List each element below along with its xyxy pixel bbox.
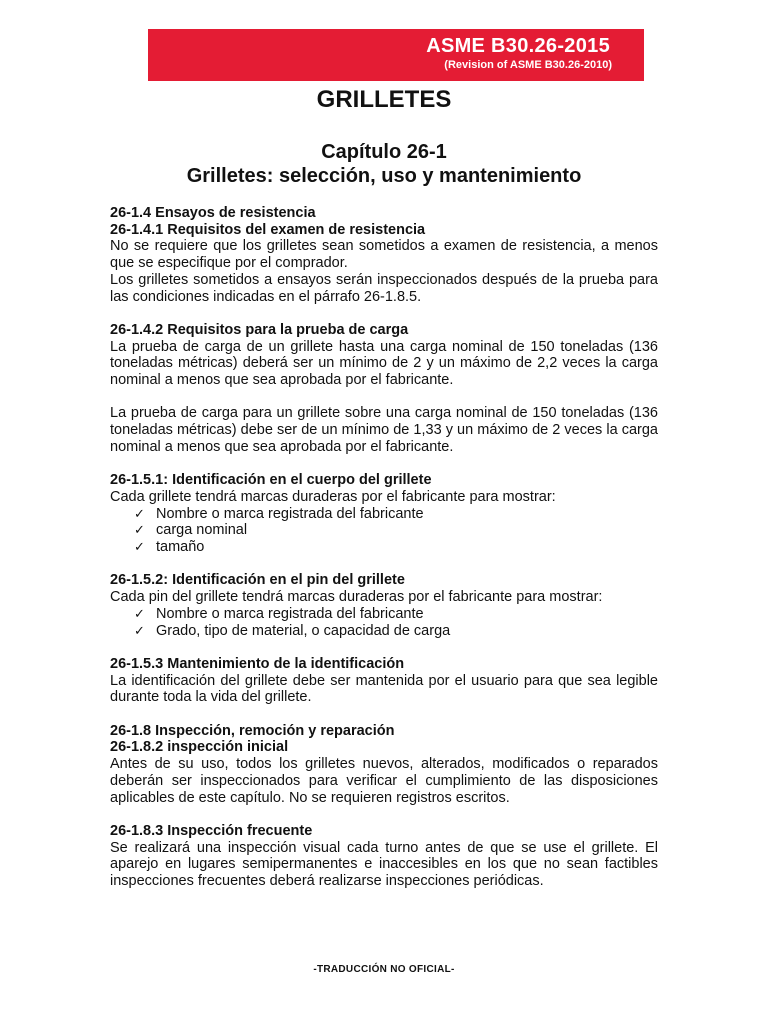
- section-heading: 26-1.5.1: Identificación en el cuerpo del grillete: [110, 472, 432, 489]
- chapter-number: Capítulo 26-1: [321, 141, 447, 163]
- banner-subtitle: (Revision of ASME B30.26-2010): [444, 59, 612, 71]
- check-list-item: [134, 606, 658, 623]
- paragraph: Los grilletes sometidos a ensayos serán inspeccionados después de la prueba para las condiciones indicadas en el párrafo 26-1.8.5.: [110, 271, 658, 305]
- check-list-item-text: Nombre o marca registrada del fabricante: [156, 505, 424, 522]
- section-heading: 26-1.4 Ensayos de resistencia: [110, 205, 316, 221]
- section-heading: 26-1.8.3 Inspección frecuente: [110, 822, 313, 839]
- check-list-item: [134, 539, 658, 556]
- footer-disclaimer: -TRADUCCIÓN NO OFICIAL-: [313, 964, 455, 975]
- check-icon: ✓: [134, 522, 145, 538]
- section-heading: 26-1.4.2 Requisitos para la prueba de carga: [110, 321, 409, 338]
- paragraph: Cada grillete tendrá marcas duraderas por el fabricante para mostrar:: [110, 488, 556, 505]
- document-body: [110, 205, 658, 890]
- section-subheading: 26-1.4.1 Requisitos del examen de resistencia: [110, 221, 426, 238]
- check-list-item-text: Grado, tipo de material, o capacidad de carga: [156, 622, 451, 639]
- check-list-item: [134, 506, 658, 523]
- check-icon: ✓: [134, 622, 145, 638]
- check-list-item-text: carga nominal: [156, 522, 248, 539]
- check-list-item-text: tamaño: [156, 539, 205, 556]
- paragraph: No se requiere que los grilletes sean sometidos a examen de resistencia, a menos que se especifique por el comprador.: [110, 238, 658, 272]
- paragraph: Se realizará una inspección visual cada turno antes de que se use el grillete. El aparejo en lugares semipermanentes e inaccesibles en los que no sean factibles inspecciones frecuentes deberá realizarse inspecciones periódicas.: [110, 839, 658, 890]
- check-icon: ✓: [134, 605, 145, 621]
- check-list-item: [134, 522, 658, 539]
- check-list-item-text: Nombre o marca registrada del fabricante: [156, 605, 424, 622]
- check-list-item: [134, 623, 658, 640]
- check-icon: ✓: [134, 539, 145, 555]
- banner-title: ASME B30.26-2015: [426, 35, 610, 57]
- chapter-subject: Grilletes: selección, uso y mantenimiento: [186, 165, 582, 187]
- document-title: GRILLETES: [316, 86, 452, 113]
- paragraph: Antes de su uso, todos los grilletes nuevos, alterados, modificados o reparados deberán ser inspeccionados para verificar el cumplimiento de las disposiciones aplicables de este capítulo. No se requieren registros escritos.: [110, 756, 658, 806]
- section-heading: 26-1.5.3 Mantenimiento de la identificación: [110, 655, 405, 672]
- check-list: [110, 506, 658, 556]
- section-heading: 26-1.5.2: Identificación en el pin del grillete: [110, 572, 405, 589]
- check-list: [110, 606, 658, 639]
- paragraph: La identificación del grillete debe ser mantenida por el usuario para que sea legible durante toda la vida del grillete.: [110, 672, 658, 706]
- section-subheading: 26-1.8.2 inspección inicial: [110, 739, 289, 756]
- paragraph: La prueba de carga para un grillete sobre una carga nominal de 150 toneladas (136 toneladas métricas) debe ser de un mínimo de 1,33 y un máximo de 2 veces la carga nominal a menos que sea aprobada por el fabricante.: [110, 405, 658, 455]
- paragraph: La prueba de carga de un grillete hasta una carga nominal de 150 toneladas (136 toneladas métricas) deberá ser un mínimo de 2 y un máximo de 2,2 veces la carga nominal a menos que sea aprobada por el fabricante.: [110, 338, 658, 389]
- standard-banner: [148, 29, 644, 81]
- check-icon: ✓: [134, 505, 145, 521]
- chapter-heading: [0, 140, 768, 188]
- paragraph: Cada pin del grillete tendrá marcas duraderas por el fabricante para mostrar:: [110, 589, 603, 606]
- section-heading: 26-1.8 Inspección, remoción y reparación: [110, 722, 395, 739]
